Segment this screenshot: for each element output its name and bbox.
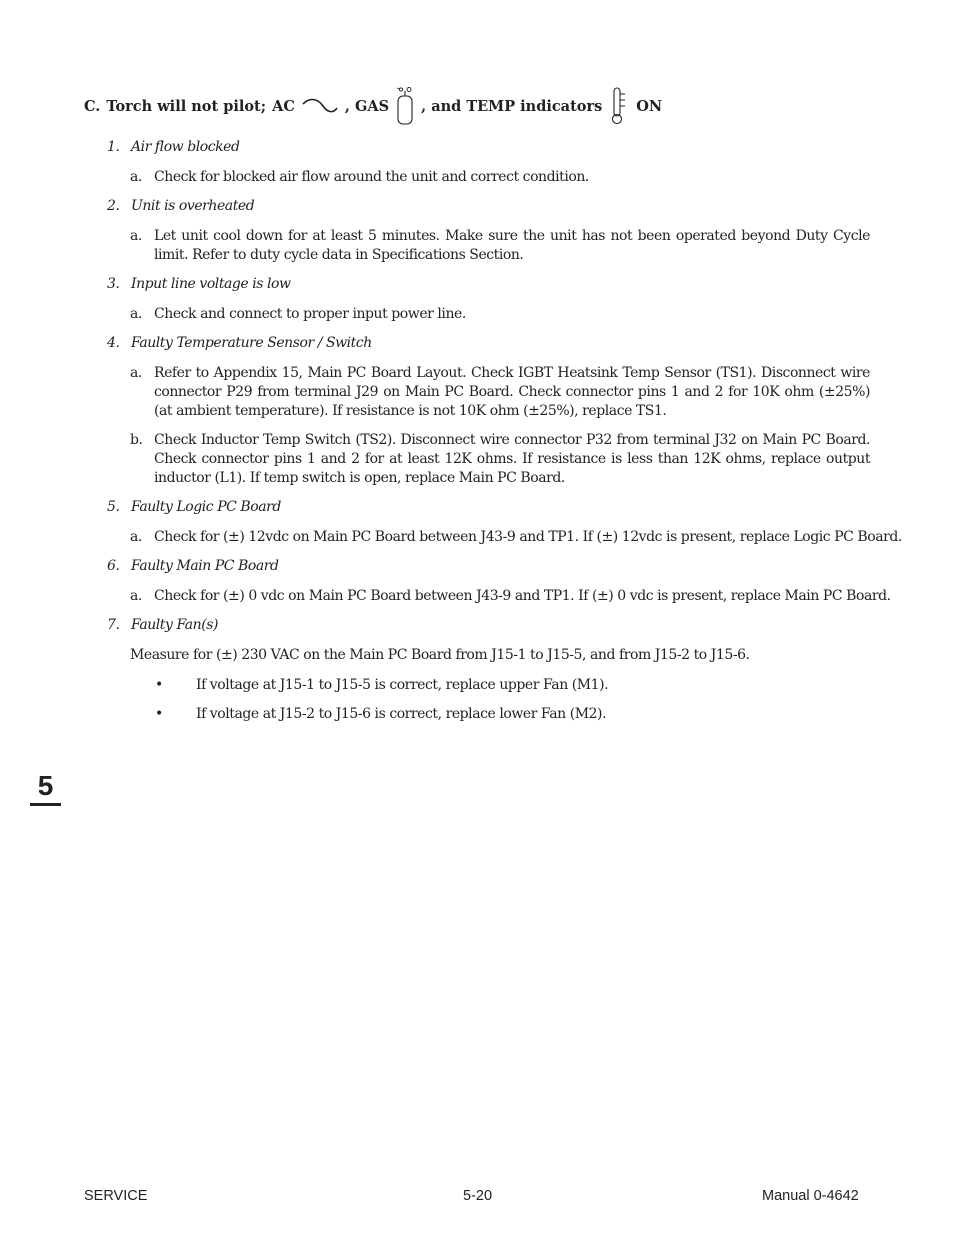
sub-item: a. Refer to Appendix 15, Main PC Board Layout. Check IGBT Heatsink Temp Sensor (TS1). Disconnect wire connector P29 from terminal J29 on Main PC Board. Check connector pins 1 and 2 for 10K ohm (±25%) (at ambient temperature). If resistance is not 10K ohm (±25%), replace TS1. [130, 365, 870, 419]
heading-lead: Torch will not pilot; [106, 97, 267, 115]
list-item: • If voltage at J15-2 to J15-6 is correct, replace lower Fan (M2). [155, 706, 607, 722]
footer-manual-number: Manual 0-4642 [762, 1188, 859, 1204]
item-title: 4. Faulty Temperature Sensor / Switch [107, 335, 372, 351]
sub-item: b. Check Inductor Temp Switch (TS2). Disconnect wire connector P32 from terminal J32 on Main PC Board. Check connector pins 1 and 2 for at least 12K ohms. If resistance is less than 12K ohms, replace output inductor (L1). If temp switch is open, replace Main PC Board. [130, 432, 870, 486]
gas-cylinder-icon [395, 86, 415, 126]
thermometer-icon [608, 86, 630, 126]
item-title: 6. Faulty Main PC Board [107, 558, 279, 574]
list-item: • If voltage at J15-1 to J15-5 is correct, replace upper Fan (M1). [155, 677, 609, 693]
item-title: 3. Input line voltage is low [107, 276, 291, 292]
sub-item: a. Check for blocked air flow around the unit and correct condition. [130, 169, 589, 185]
item-title: 1. Air flow blocked [107, 139, 240, 155]
fan-measure-paragraph: Measure for (±) 230 VAC on the Main PC Board from J15-1 to J15-5, and from J15-2 to J15-6. [130, 647, 750, 663]
sub-item: a. Check for (±) 0 vdc on Main PC Board between J43-9 and TP1. If (±) 0 vdc is present, replace Main PC Board. [130, 588, 891, 604]
footer-page-number: 5-20 [463, 1188, 493, 1204]
footer-section: SERVICE [84, 1188, 148, 1204]
heading-on: ON [636, 97, 663, 115]
heading-letter: C. [84, 97, 101, 115]
heading-and-temp: , and TEMP indicators [421, 97, 603, 115]
section-heading [84, 86, 662, 126]
sub-item: a. Check and connect to proper input power line. [130, 306, 466, 322]
heading-ac: AC [272, 97, 295, 115]
heading-gas: , GAS [344, 97, 390, 115]
sub-item: a. Check for (±) 12vdc on Main PC Board between J43-9 and TP1. If (±) 12vdc is present, replace Logic PC Board. [130, 529, 902, 545]
chapter-tab: 5 [30, 770, 61, 806]
item-title: 7. Faulty Fan(s) [107, 617, 218, 633]
item-title: 2. Unit is overheated [107, 198, 255, 214]
ac-wave-icon [301, 98, 339, 114]
item-title: 5. Faulty Logic PC Board [107, 499, 281, 515]
sub-item: a. Let unit cool down for at least 5 minutes. Make sure the unit has not been operated beyond Duty Cycle limit. Refer to duty cycle data in Specifications Section. [130, 228, 870, 263]
